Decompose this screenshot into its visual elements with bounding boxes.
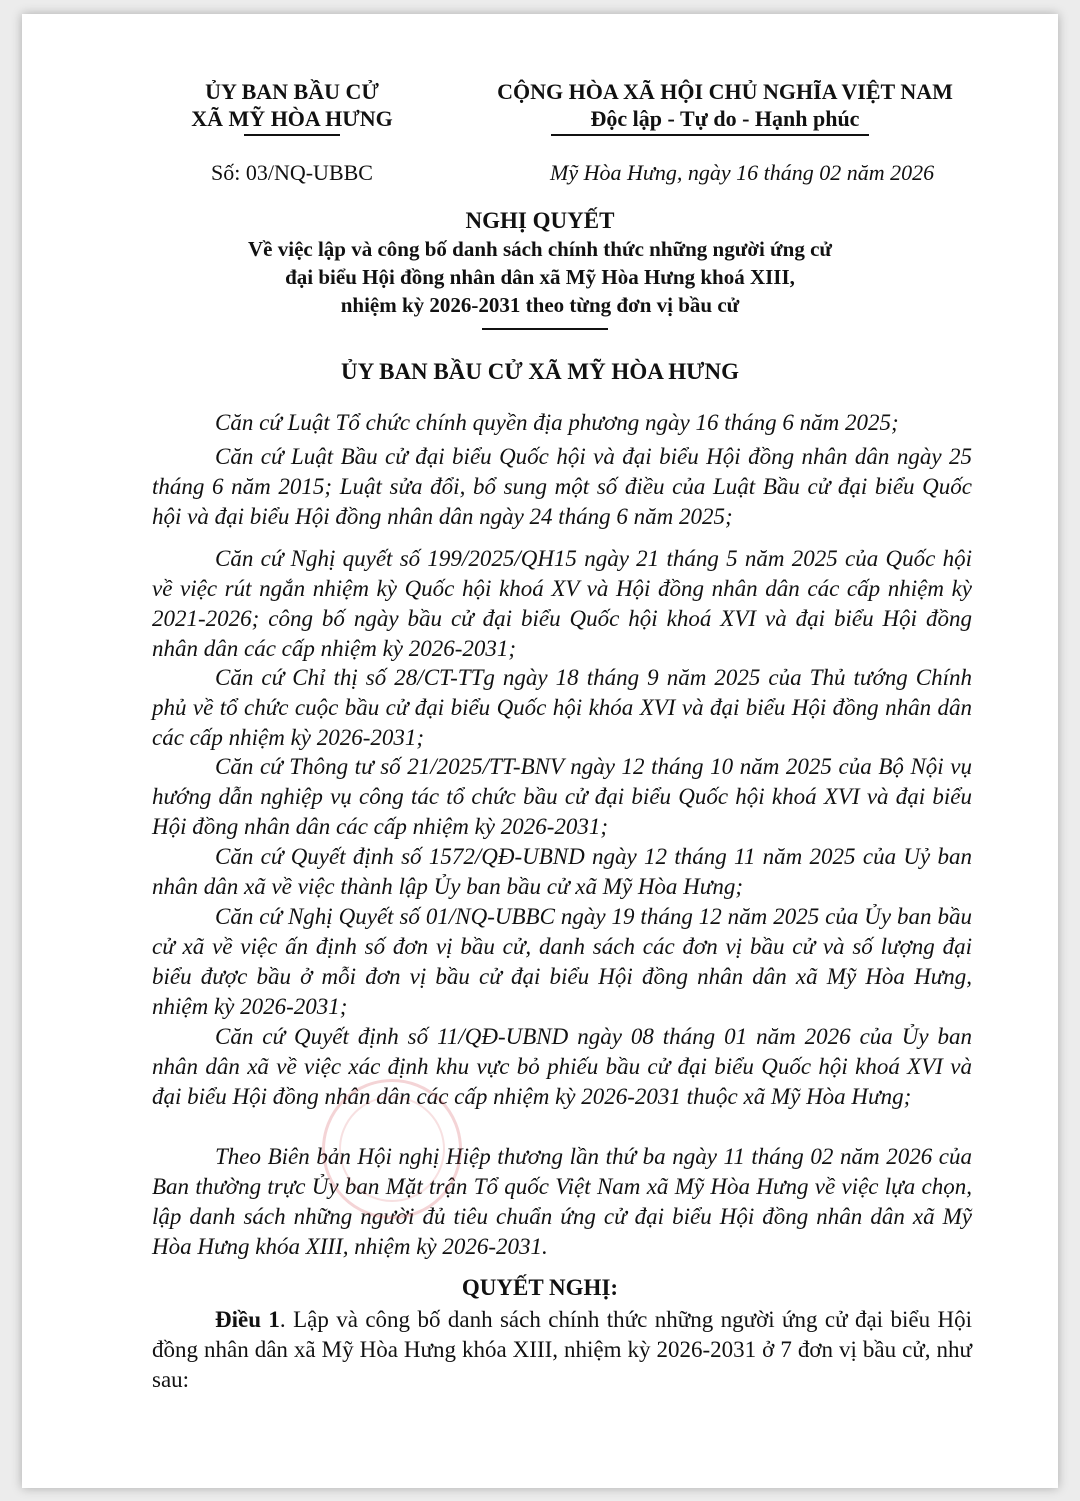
place-and-date: Mỹ Hòa Hưng, ngày 16 tháng 02 năm 2026 xyxy=(550,160,935,185)
issuing-authority: ỦY BAN BẦU CỬ XÃ MỸ HÒA HƯNG xyxy=(340,359,739,384)
national-title: CỘNG HÒA XÃ HỘI CHỦ NGHĨA VIỆT NAM xyxy=(497,79,953,104)
article-1 xyxy=(152,1305,972,1395)
org-name-line2: XÃ MỸ HÒA HƯNG xyxy=(191,106,393,131)
preamble-paragraph: Căn cứ Quyết định số 1572/QĐ-UBND ngày 12 tháng 11 năm 2025 của Uỷ ban nhân dân xã về việc thành lập Ủy ban bầu cử xã Mỹ Hòa Hưng; xyxy=(152,844,972,899)
document-type-title: NGHỊ QUYẾT xyxy=(465,208,615,233)
motto-underline xyxy=(551,134,869,136)
article-1-label: Điều 1 xyxy=(215,1307,280,1332)
resolves-heading: QUYẾT NGHỊ: xyxy=(461,1275,619,1300)
preamble-paragraph: Căn cứ Luật Bầu cử đại biểu Quốc hội và đại biểu Hội đồng nhân dân ngày 25 tháng 6 năm 2015; Luật sửa đổi, bổ sung một số điều của Luật Bầu cử đại biểu Quốc hội và đại biểu Hội đồng nhân dân ngày 24 tháng 6 năm 2025; xyxy=(152,444,972,529)
document-page xyxy=(22,14,1058,1488)
preamble-paragraph: Căn cứ Thông tư số 21/2025/TT-BNV ngày 12 tháng 10 năm 2025 của Bộ Nội vụ hướng dẫn nghiệp vụ công tác tổ chức bầu cử đại biểu Quốc hội khoá XVI và đại biểu Hội đồng nhân dân các cấp nhiệm kỳ 2026-2031; xyxy=(152,754,972,839)
national-motto: Độc lập - Tự do - Hạnh phúc xyxy=(590,106,860,131)
title-underline xyxy=(482,328,608,330)
preamble-paragraph: Căn cứ Nghị Quyết số 01/NQ-UBBC ngày 19 tháng 12 năm 2025 của Ủy ban bầu cử xã về việc ấn định số đơn vị bầu cử, danh sách các đơn vị bầu cử và số lượng đại biểu được bầu ở mỗi đơn vị bầu cử đại biểu Hội đồng nhân dân xã Mỹ Hòa Hưng, nhiệm kỳ 2026-2031; xyxy=(152,904,972,1019)
title-line-3: nhiệm kỳ 2026-2031 theo từng đơn vị bầu cử xyxy=(340,293,740,317)
seal-stamp-icon xyxy=(322,1079,462,1219)
title-line-2: đại biểu Hội đồng nhân dân xã Mỹ Hòa Hưng khoá XIII, xyxy=(285,265,795,289)
preamble-paragraph: Căn cứ Nghị quyết số 199/2025/QH15 ngày 21 tháng 5 năm 2025 của Quốc hội về việc rút ngắn nhiệm kỳ Quốc hội khoá XV và Hội đồng nhân dân các cấp nhiệm kỳ 2021-2026; công bố ngày bầu cử đại biểu Quốc hội khoá XVI và đại biểu Hội đồng nhân dân các cấp nhiệm kỳ 2026-2031; xyxy=(152,546,972,661)
org-underline xyxy=(244,134,340,136)
preamble-paragraph: Căn cứ Quyết định số 11/QĐ-UBND ngày 08 tháng 01 năm 2026 của Ủy ban nhân dân xã về việc xác định khu vực bỏ phiếu bầu cử đại biểu Quốc hội khoá XVI và đại biểu Hội đồng nhân dân các cấp nhiệm kỳ 2026-2031 thuộc xã Mỹ Hòa Hưng; xyxy=(152,1024,972,1109)
document-number: Số: 03/NQ-UBBC xyxy=(211,160,373,185)
preamble-paragraph: Theo Biên bản Hội nghị Hiệp thương lần thứ ba ngày 11 tháng 02 năm 2026 của Ban thường trực Ủy ban Mặt trận Tổ quốc Việt Nam xã Mỹ Hòa Hưng về việc lựa chọn, lập danh sách những người đủ tiêu chuẩn ứng cử đại biểu Hội đồng nhân dân xã Mỹ Hòa Hưng khóa XIII, nhiệm kỳ 2026-2031. xyxy=(152,1144,972,1259)
title-line-1: Về việc lập và công bố danh sách chính thức những người ứng cử xyxy=(248,237,832,261)
article-1-text: . Lập và công bố danh sách chính thức những người ứng cử đại biểu Hội đồng nhân dân xã Mỹ Hòa Hưng khóa XIII, nhiệm kỳ 2026-2031 ở 7 đơn vị bầu cử, như sau: xyxy=(152,1307,972,1392)
preamble-paragraph: Căn cứ Luật Tổ chức chính quyền địa phương ngày 16 tháng 6 năm 2025; xyxy=(215,410,899,435)
org-name-line1: ỦY BAN BẦU CỬ xyxy=(205,79,379,104)
preamble-paragraph: Căn cứ Chỉ thị số 28/CT-TTg ngày 18 tháng 9 năm 2025 của Thủ tướng Chính phủ về tổ chức cuộc bầu cử đại biểu Quốc hội khóa XVI và đại biểu Hội đồng nhân dân các cấp nhiệm kỳ 2026-2031; xyxy=(152,665,972,750)
